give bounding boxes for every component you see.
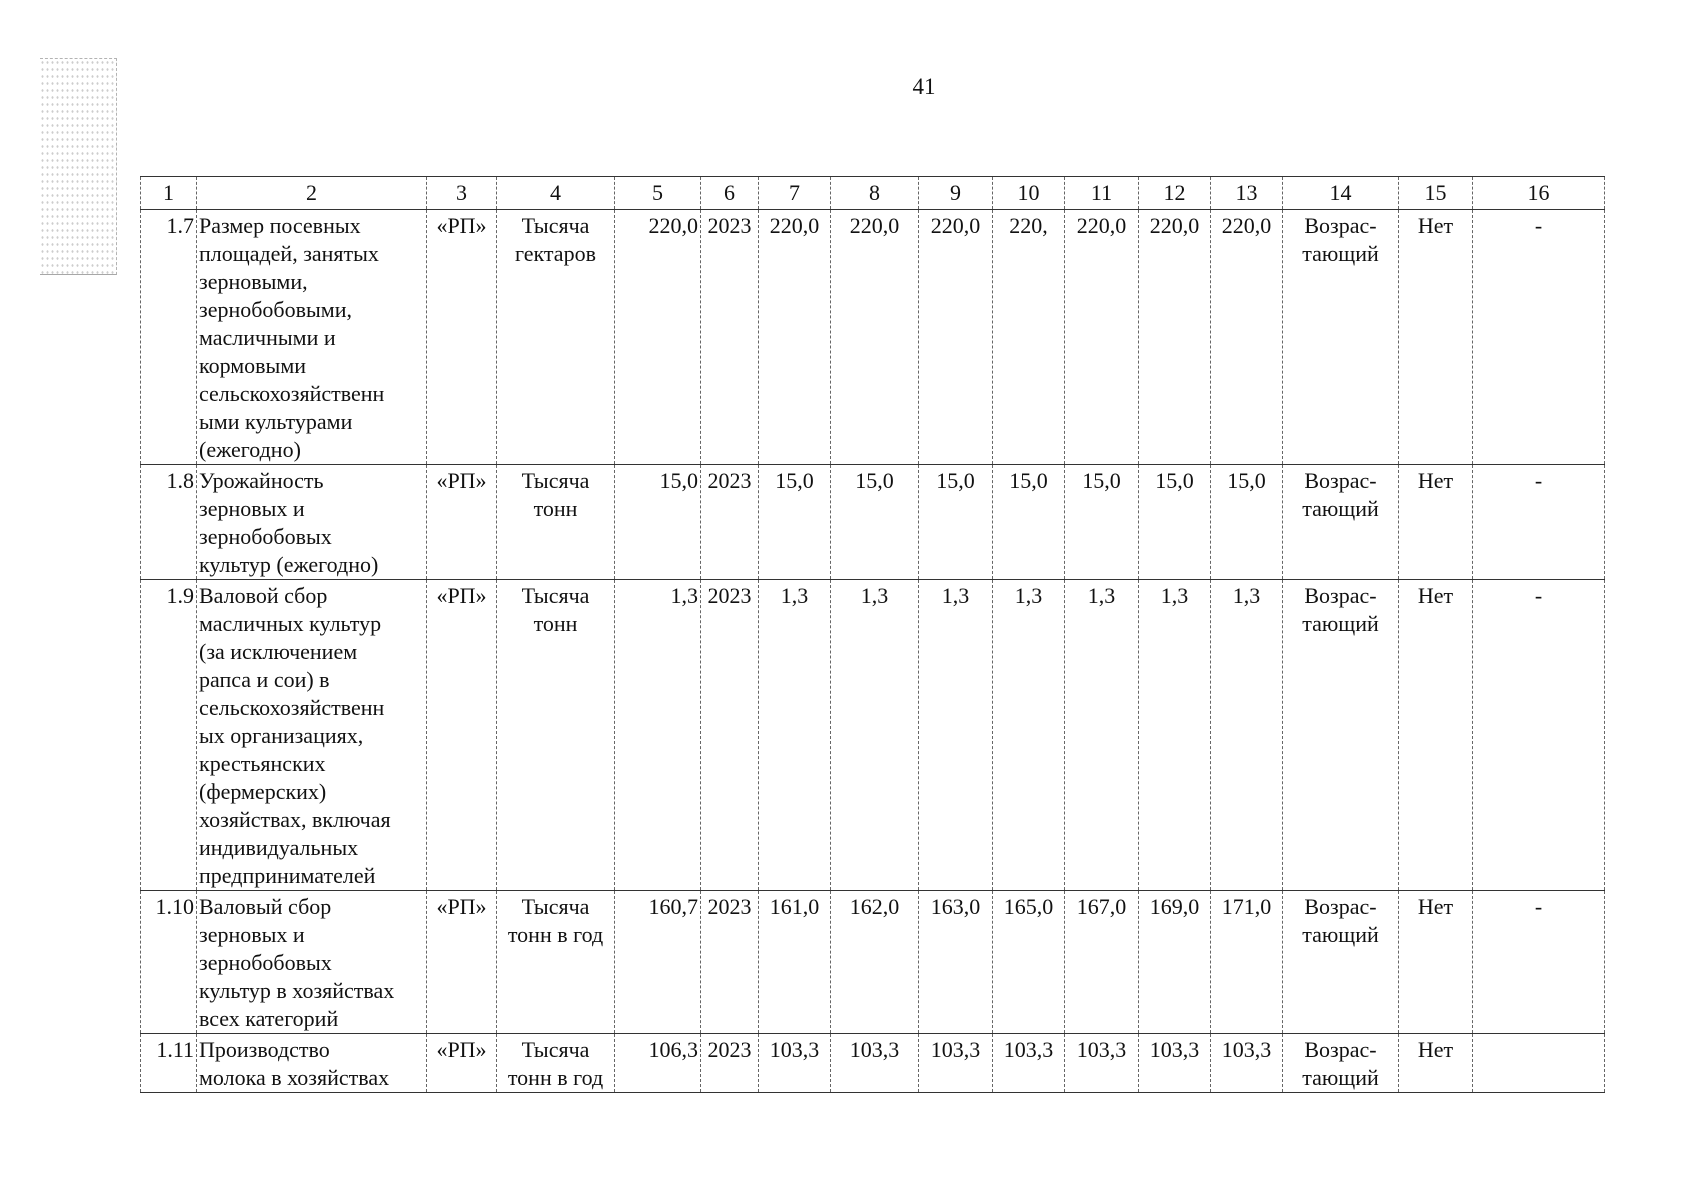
trend-cell-line: Возрас- (1304, 213, 1377, 238)
value-cell-9: 103,3 (919, 1034, 993, 1093)
value-cell-7: 15,0 (759, 465, 831, 580)
header-row (141, 177, 1605, 210)
table-row (141, 465, 1605, 580)
base-value-cell: 1,3 (615, 580, 701, 891)
trend-cell (1283, 465, 1399, 580)
indicator-name-line: Производство (199, 1037, 330, 1062)
indicator-name-line: культур (ежегодно) (199, 552, 379, 577)
indicator-name-line: ыми культурами (199, 409, 353, 434)
indicator-name-line: хозяйствах, включая (199, 807, 391, 832)
trend-cell-line: Возрас- (1304, 894, 1377, 919)
unit-cell (497, 1034, 615, 1093)
value-cell-10: 1,3 (993, 580, 1065, 891)
row-number: 1.8 (141, 465, 197, 580)
indicator-name-line: Урожайность (199, 468, 324, 493)
base-year-cell: 2023 (701, 210, 759, 465)
value-cell-13: 220,0 (1211, 210, 1283, 465)
header-cell-4: 4 (497, 177, 615, 210)
value-cell-11: 220,0 (1065, 210, 1139, 465)
header-cell-10: 10 (993, 177, 1065, 210)
unit-cell-line: Тысяча (521, 894, 590, 919)
header-cell-2: 2 (197, 177, 427, 210)
indicator-name-line: всех категорий (199, 1006, 339, 1031)
indicator-name-line: индивидуальных (199, 835, 359, 860)
indicator-name-line: Валовой сбор (199, 583, 328, 608)
note-cell: - (1473, 891, 1605, 1034)
indicator-name-line: зерновых и (199, 496, 305, 521)
indicator-name-line: предпринимателей (199, 863, 376, 888)
indicator-name-line: Размер посевных (199, 213, 361, 238)
value-cell-13: 103,3 (1211, 1034, 1283, 1093)
value-cell-8: 1,3 (831, 580, 919, 891)
header-cell-14: 14 (1283, 177, 1399, 210)
value-cell-12: 169,0 (1139, 891, 1211, 1034)
header-cell-1: 1 (141, 177, 197, 210)
value-cell-8: 220,0 (831, 210, 919, 465)
flag-cell: Нет (1399, 210, 1473, 465)
table-row (141, 1034, 1605, 1093)
value-cell-12: 220,0 (1139, 210, 1211, 465)
indicator-name-line: крестьянских (199, 751, 326, 776)
value-cell-8: 103,3 (831, 1034, 919, 1093)
unit-cell (497, 210, 615, 465)
trend-cell-line: Возрас- (1304, 1037, 1377, 1062)
header-cell-13: 13 (1211, 177, 1283, 210)
indicator-name-line: масличных культур (199, 611, 382, 636)
row-number: 1.9 (141, 580, 197, 891)
row-number: 1.11 (141, 1034, 197, 1093)
unit-cell-line: Тысяча (521, 1037, 590, 1062)
unit-cell-line: Тысяча (521, 213, 590, 238)
base-value-cell: 106,3 (615, 1034, 701, 1093)
base-year-cell: 2023 (701, 891, 759, 1034)
note-cell (1473, 1034, 1605, 1093)
value-cell-10: 220, (993, 210, 1065, 465)
source-cell: «РП» (427, 1034, 497, 1093)
indicator-name-line: ых организациях, (199, 723, 364, 748)
indicator-name-line: (ежегодно) (199, 437, 301, 462)
row-number: 1.10 (141, 891, 197, 1034)
value-cell-11: 1,3 (1065, 580, 1139, 891)
value-cell-10: 15,0 (993, 465, 1065, 580)
value-cell-7: 103,3 (759, 1034, 831, 1093)
unit-cell (497, 580, 615, 891)
source-cell: «РП» (427, 210, 497, 465)
unit-cell (497, 465, 615, 580)
base-value-cell: 160,7 (615, 891, 701, 1034)
value-cell-12: 1,3 (1139, 580, 1211, 891)
trend-cell-line: Возрас- (1304, 468, 1377, 493)
indicator-name-line: зерновых и (199, 922, 305, 947)
trend-cell-line: тающий (1302, 611, 1379, 636)
unit-cell-line: тонн (533, 611, 578, 636)
unit-cell (497, 891, 615, 1034)
trend-cell (1283, 891, 1399, 1034)
source-cell: «РП» (427, 891, 497, 1034)
indicator-name (197, 580, 427, 891)
indicator-name (197, 891, 427, 1034)
value-cell-13: 15,0 (1211, 465, 1283, 580)
flag-cell: Нет (1399, 1034, 1473, 1093)
flag-cell: Нет (1399, 891, 1473, 1034)
header-cell-9: 9 (919, 177, 993, 210)
trend-cell-line: Возрас- (1304, 583, 1377, 608)
unit-cell-line: тонн в год (507, 1065, 604, 1090)
value-cell-11: 103,3 (1065, 1034, 1139, 1093)
value-cell-10: 103,3 (993, 1034, 1065, 1093)
base-year-cell: 2023 (701, 465, 759, 580)
base-year-cell: 2023 (701, 1034, 759, 1093)
trend-cell-line: тающий (1302, 922, 1379, 947)
value-cell-13: 171,0 (1211, 891, 1283, 1034)
note-cell: - (1473, 210, 1605, 465)
table-body (141, 177, 1605, 1093)
table-row (141, 891, 1605, 1034)
unit-cell-line: тонн (533, 496, 578, 521)
header-cell-12: 12 (1139, 177, 1211, 210)
value-cell-9: 220,0 (919, 210, 993, 465)
indicator-name-line: зернобобовых (199, 524, 332, 549)
indicator-name (197, 210, 427, 465)
indicator-name-line: кормовыми (199, 353, 307, 378)
indicator-name-line: культур в хозяйствах (199, 978, 395, 1003)
value-cell-11: 167,0 (1065, 891, 1139, 1034)
indicator-name-line: молока в хозяйствах (199, 1065, 390, 1090)
page-number: 41 (912, 74, 936, 99)
row-number: 1.7 (141, 210, 197, 465)
indicator-name-line: (за исключением (199, 639, 358, 664)
note-cell: - (1473, 580, 1605, 891)
value-cell-13: 1,3 (1211, 580, 1283, 891)
indicator-name-line: зернобобовых (199, 950, 332, 975)
trend-cell (1283, 1034, 1399, 1093)
value-cell-12: 103,3 (1139, 1034, 1211, 1093)
unit-cell-line: гектаров (515, 241, 596, 266)
trend-cell-line: тающий (1302, 241, 1379, 266)
value-cell-7: 220,0 (759, 210, 831, 465)
indicator-name-line: масличными и (199, 325, 336, 350)
indicator-name (197, 1034, 427, 1093)
header-cell-15: 15 (1399, 177, 1473, 210)
trend-cell (1283, 210, 1399, 465)
flag-cell: Нет (1399, 580, 1473, 891)
header-cell-7: 7 (759, 177, 831, 210)
indicator-name-line: Валовый сбор (199, 894, 332, 919)
value-cell-12: 15,0 (1139, 465, 1211, 580)
indicator-name-line: площадей, занятых (199, 241, 379, 266)
indicator-name-line: сельскохозяйственн (199, 381, 385, 406)
indicator-name-line: зерновыми, (199, 269, 308, 294)
header-cell-11: 11 (1065, 177, 1139, 210)
value-cell-9: 163,0 (919, 891, 993, 1034)
header-cell-3: 3 (427, 177, 497, 210)
trend-cell (1283, 580, 1399, 891)
unit-cell-line: Тысяча (521, 583, 590, 608)
value-cell-8: 15,0 (831, 465, 919, 580)
source-cell: «РП» (427, 465, 497, 580)
unit-cell-line: тонн в год (507, 922, 604, 947)
value-cell-9: 15,0 (919, 465, 993, 580)
indicators-table (140, 176, 1605, 1093)
base-value-cell: 220,0 (615, 210, 701, 465)
value-cell-11: 15,0 (1065, 465, 1139, 580)
value-cell-7: 1,3 (759, 580, 831, 891)
trend-cell-line: тающий (1302, 1065, 1379, 1090)
base-year-cell: 2023 (701, 580, 759, 891)
indicator-name-line: (фермерских) (199, 779, 327, 804)
header-cell-8: 8 (831, 177, 919, 210)
table-row (141, 210, 1605, 465)
trend-cell-line: тающий (1302, 496, 1379, 521)
base-value-cell: 15,0 (615, 465, 701, 580)
header-cell-6: 6 (701, 177, 759, 210)
value-cell-10: 165,0 (993, 891, 1065, 1034)
table-row (141, 580, 1605, 891)
unit-cell-line: Тысяча (521, 468, 590, 493)
indicator-name-line: сельскохозяйственн (199, 695, 385, 720)
value-cell-7: 161,0 (759, 891, 831, 1034)
indicator-name-line: рапса и сои) в (199, 667, 330, 692)
value-cell-9: 1,3 (919, 580, 993, 891)
value-cell-8: 162,0 (831, 891, 919, 1034)
indicator-name-line: зернобобовыми, (199, 297, 352, 322)
header-cell-5: 5 (615, 177, 701, 210)
flag-cell: Нет (1399, 465, 1473, 580)
indicator-name (197, 465, 427, 580)
source-cell: «РП» (427, 580, 497, 891)
header-cell-16: 16 (1473, 177, 1605, 210)
note-cell: - (1473, 465, 1605, 580)
